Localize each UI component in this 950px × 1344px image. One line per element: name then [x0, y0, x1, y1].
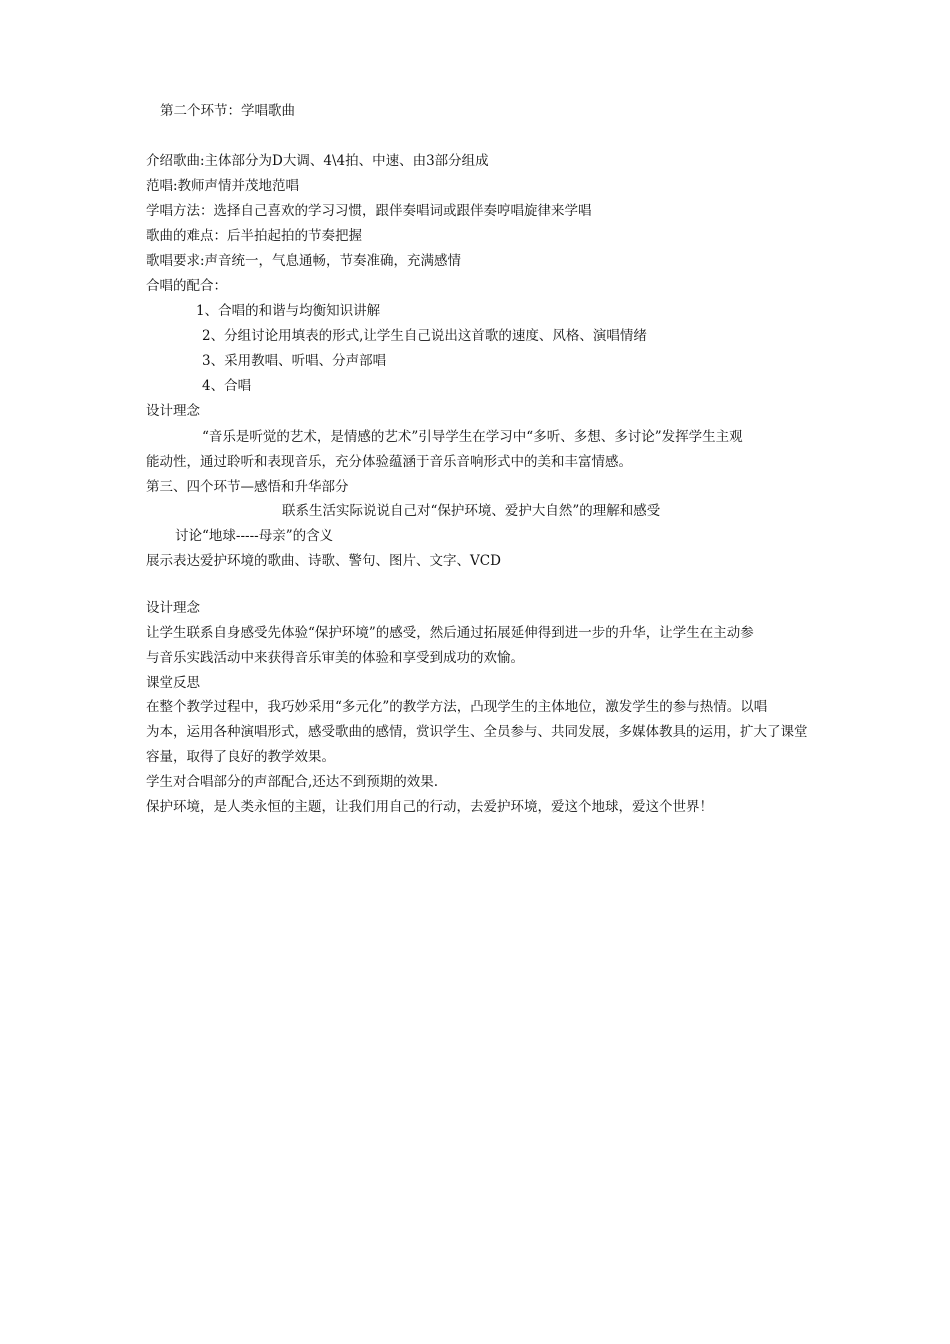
chorus-item-1: 1、合唱的和谐与均衡知识讲解 [196, 303, 381, 319]
singing-requirement: 歌唱要求:声音统一，气息通畅，节奏准确，充满感情 [146, 253, 462, 269]
design-concept-heading-1: 设计理念 [146, 403, 200, 419]
class-reflection-heading: 课堂反思 [146, 675, 200, 691]
reflection-line-2: 为本，运用各种演唱形式，感受歌曲的感情，赏识学生、全员参与、共同发展，多媒体教具的运用，扩大了课堂 [146, 724, 808, 740]
showcase-works: 展示表达爱护环境的歌曲、诗歌、警句、图片、文字、VCD [146, 553, 501, 569]
life-connection: 联系生活实际说说自己对“保护环境、爱护大自然”的理解和感受 [282, 503, 661, 519]
chorus-item-3: 3、采用教唱、听唱、分声部唱 [202, 353, 387, 369]
reflection-line-3: 容量，取得了良好的教学效果。 [146, 749, 335, 765]
closing-statement: 保护环境，是人类永恒的主题，让我们用自己的行动，去爱护环境，爱这个地球，爱这个世界！ [146, 799, 713, 815]
demo-singing: 范唱:教师声情并茂地范唱 [146, 178, 300, 194]
reflection-shortcoming: 学生对合唱部分的声部配合,还达不到预期的效果. [146, 774, 439, 790]
design-concept-1-line-2: 能动性，通过聆听和表现音乐，充分体验蕴涵于音乐音响形式中的美和丰富情感。 [146, 454, 632, 470]
design-concept-heading-2: 设计理念 [146, 600, 200, 616]
learning-method: 学唱方法：选择自己喜欢的学习习惯，跟伴奏唱词或跟伴奏哼唱旋律来学唱 [146, 203, 592, 219]
chorus-item-4: 4、合唱 [202, 378, 252, 394]
chorus-item-2: 2、分组讨论用填表的形式,让学生自己说出这首歌的速度、风格、演唱情绪 [202, 328, 647, 344]
chorus-coordination-heading: 合唱的配合： [146, 278, 227, 294]
design-concept-1-line-1: “音乐是听觉的艺术，是情感的艺术”引导学生在学习中“多听、多想、多讨论”发挥学生主观 [202, 429, 743, 445]
design-concept-2-line-2: 与音乐实践活动中来获得音乐审美的体验和享受到成功的欢愉。 [146, 650, 524, 666]
section-heading-3-4: 第三、四个环节—感悟和升华部分 [146, 479, 349, 495]
song-intro: 介绍歌曲:主体部分为D大调、4\4拍、中速、由3部分组成 [146, 153, 489, 169]
section-heading-2: 第二个环节：学唱歌曲 [160, 103, 295, 119]
reflection-line-1: 在整个教学过程中，我巧妙采用“多元化”的教学方法，凸现学生的主体地位，激发学生的参与热情。以唱 [146, 699, 768, 715]
song-difficulty: 歌曲的难点：后半拍起拍的节奏把握 [146, 228, 362, 244]
earth-mother-discussion: 讨论“地球-----母亲”的含义 [175, 528, 334, 544]
design-concept-2-line-1: 让学生联系自身感受先体验“保护环境”的感受，然后通过拓展延伸得到进一步的升华，让学生在主动参 [146, 625, 754, 641]
